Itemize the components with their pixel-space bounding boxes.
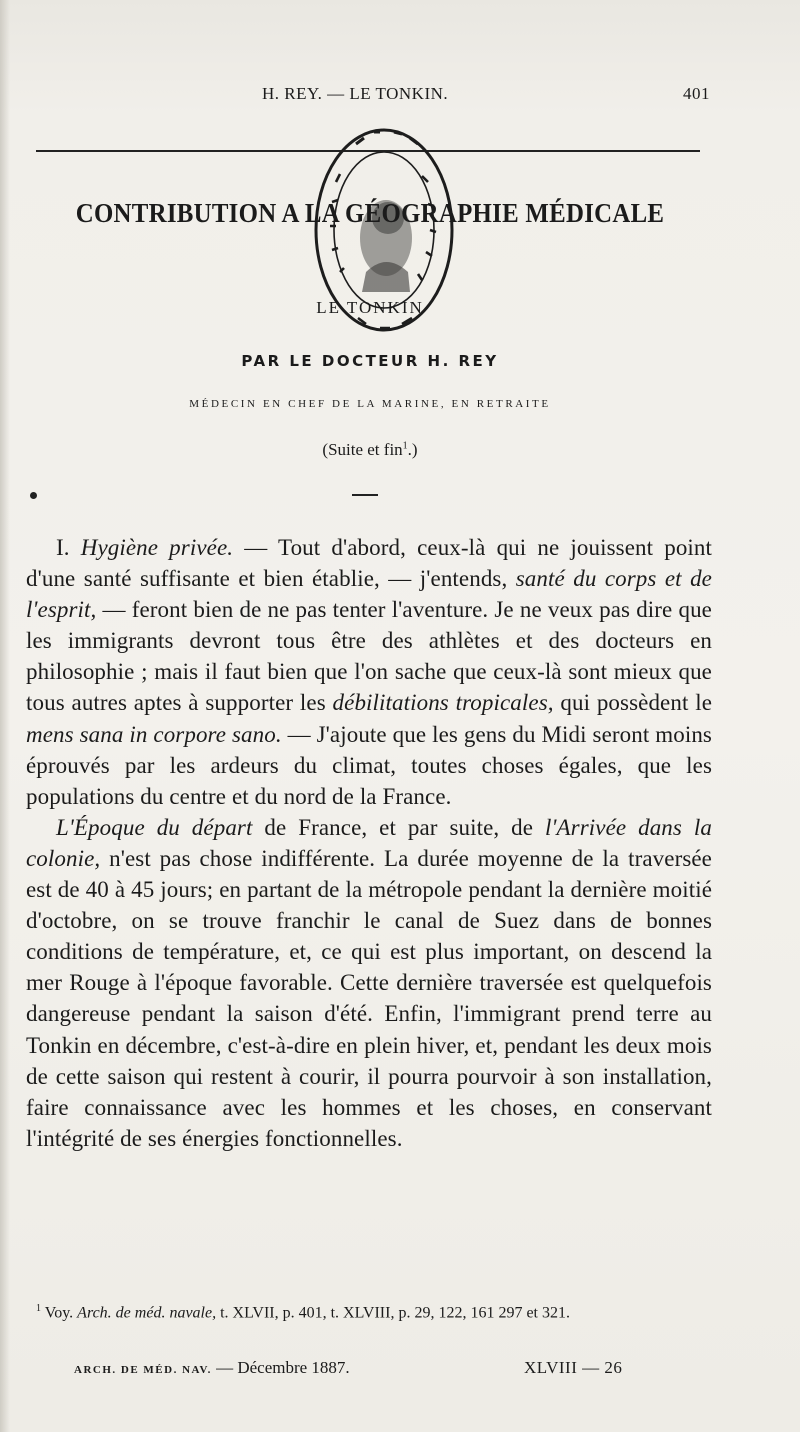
text-run: n'est pas chose indifférente. La durée moyenne de la traversée est de 40 à 45 jours; en partant de la métropole pendant la dernière moitié d'octobre, on se trouve franchir le canal de Suez dans de bonnes conditions de température, et, ce qui est plus important, on descend la mer Rouge à l'époque favorable. Cette dernière traversée est quelquefois dangereuse pendant la saison d'été. Enfin, l'immigrant prend terre au Tonkin en décembre, c'est-à-dire en plein hiver, et, pendant les deux mois de cette saison qui restent à courir, il pourra pourvoir à son installation, faire connaissance avec les hommes et les choses, en conservant l'intégrité de ses énergies fonctionnelles.: [26, 845, 712, 1151]
running-head: [0, 84, 800, 108]
italic-run: l'Arrivée dans la colonie,: [26, 814, 712, 871]
footnote-mark: 1: [36, 1303, 41, 1314]
continued-note: [0, 440, 740, 460]
footnote: [26, 1298, 716, 1324]
italic-run: santé du corps et de l'esprit,: [26, 566, 712, 623]
article-author: PAR LE DOCTEUR H. REY: [241, 352, 499, 370]
italic-run: mens sana in corpore sano.: [26, 721, 282, 747]
author-role: MÉDECIN EN CHEF DE LA MARINE, EN RETRAITE: [189, 398, 551, 410]
continued-note-mark: 1: [402, 440, 408, 452]
issue-date: — Décembre 1887.: [216, 1358, 350, 1377]
article-place: LE TONKIN: [316, 298, 424, 317]
text-run: — J'ajoute que les gens du Midi seront moins éprouvés par les ardeurs du climat, toutes choses égales, que les populations du centre et du nord de la France.: [26, 721, 712, 809]
article-title: CONTRIBUTION A LA GÉOGRAPHIE MÉDICALE: [75, 198, 665, 228]
page-number: 401: [683, 84, 710, 103]
footer-left: [74, 1358, 350, 1378]
text-run: — Tout d'abord, ceux-là qui ne jouissent point d'une santé suffisante et bien établie, — j'entends,: [26, 535, 712, 592]
text-run: — feront bien de ne pas tenter l'aventure. Je ne veux pas dire que les immigrants devront tous être des athlètes et des docteurs en philosophie ; mais il faut bien que l'on sache que ceux-là sont mieux que tous autres aptes à supporter les: [26, 597, 712, 716]
journal-abbrev: ARCH. DE MÉD. NAV.: [74, 1364, 212, 1376]
text-run: qui possèdent le: [553, 690, 713, 716]
ink-dot: [30, 492, 37, 499]
body-text: [26, 532, 712, 1154]
footnote-italic-run: Arch. de méd. navale,: [77, 1304, 217, 1322]
footnote-text-run: Voy.: [41, 1304, 78, 1322]
italic-run: débilitations tropicales,: [332, 690, 554, 716]
continued-text: (Suite et fin: [322, 440, 403, 459]
footnote-text-run: t. XLVII, p. 401, t. XLVIII, p. 29, 122, 161 297 et 321.: [216, 1304, 570, 1322]
volume-sheet: XLVIII — 26: [524, 1358, 623, 1377]
text-run: de France, et par suite, de: [252, 814, 546, 840]
italic-run: Hygiène privée.: [80, 535, 234, 560]
text-run: I.: [56, 535, 81, 560]
paragraph-1: [26, 532, 712, 812]
italic-run: L'Époque du départ: [56, 814, 253, 840]
page-footer: [0, 1358, 800, 1380]
continued-close: .): [407, 440, 418, 459]
paragraph-2: [26, 812, 712, 1154]
running-title: H. REY. — LE TONKIN.: [262, 84, 449, 103]
page-left-edge: [0, 0, 10, 1432]
section-separator: [352, 494, 378, 496]
